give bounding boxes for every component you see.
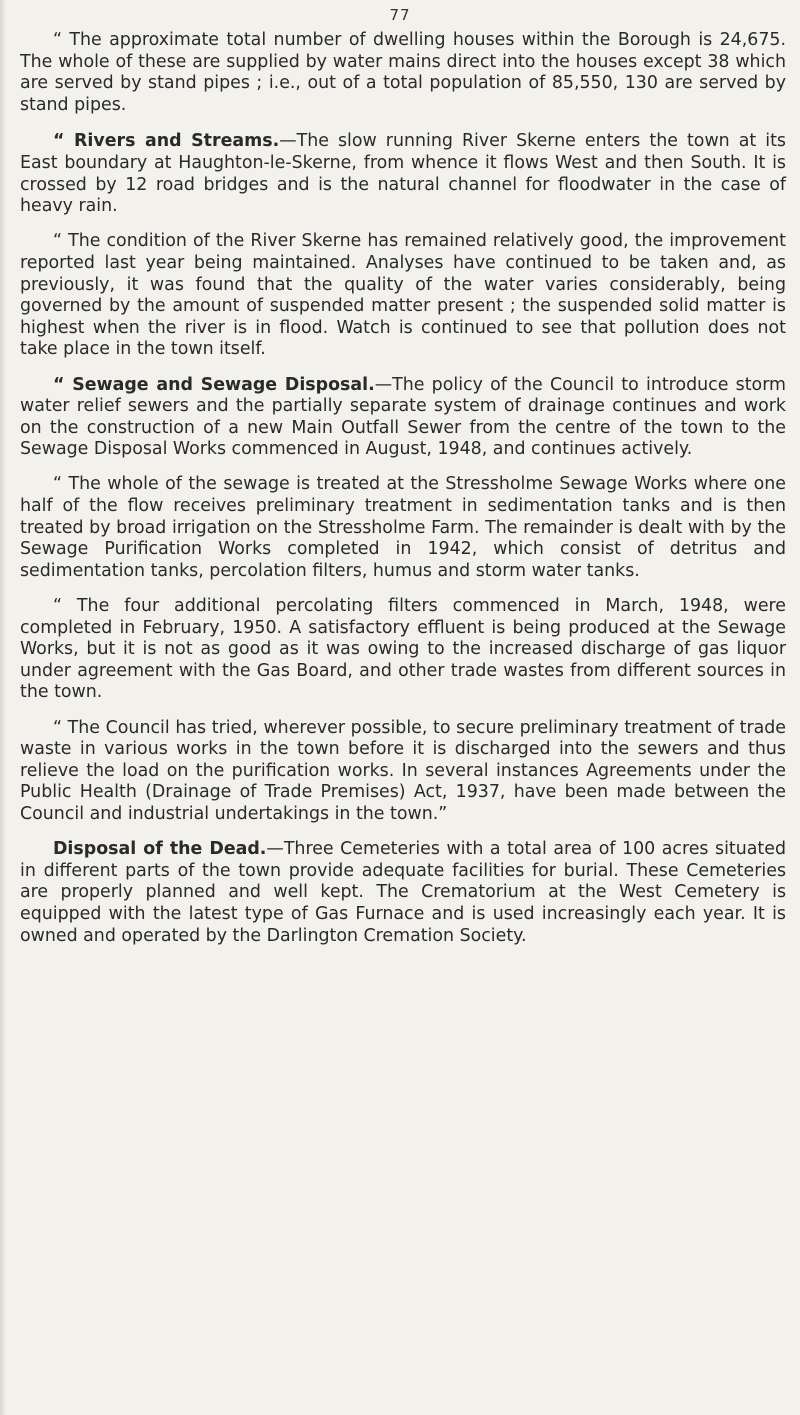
paragraph-percolating-filters	[20, 596, 786, 704]
paragraph-text: “ The four additional percolating filters commenced in March, 1948, were completed in February, 1950. A satisfactory effluent is being produced at the Sewage Works, but it is not as good as it was owing to the increased discharge of gas liquor under agreement with the Gas Board, and other trade wastes from different sources in the town.	[20, 596, 786, 703]
paragraph-stressholme-works	[20, 474, 786, 582]
paragraph-sewage-disposal	[20, 375, 786, 461]
section-heading-disposal-of-dead: Disposal of the Dead.	[53, 839, 267, 860]
paragraph-text: —Three Cemeteries with a total area of 100 acres situated in different parts of the town provide adequate facilities for burial. These Cemeteries are properly planned and well kept. The Crematorium at the West Cemetery is equipped with the latest type of Gas Furnace and is used increasingly each year. It is owned and operated by the Darlington Cremation Society.	[20, 839, 786, 946]
paragraph-trade-waste	[20, 718, 786, 826]
body-text	[20, 30, 786, 961]
page-number: 77	[389, 6, 411, 24]
section-heading-sewage-disposal: “ Sewage and Sewage Disposal.	[53, 374, 375, 395]
paragraph-disposal-of-dead	[20, 839, 786, 947]
page-edge-shadow	[0, 0, 6, 1415]
paragraph-river-condition	[20, 231, 786, 361]
paragraph-text: —The slow running River Skerne enters the town at its East boundary at Haughton-le-Skerne, from whence it flows West and then South. It is crossed by 12 road bridges and is the natural channel for floodwater in the case of heavy rain.	[20, 131, 786, 217]
paragraph-text: “ The Council has tried, wherever possible, to secure preliminary treatment of trade waste in various works in the town before it is discharged into the sewers and thus relieve the load on the purification works. In several instances Agreements under the Public Health (Drainage of Trade Premises) Act, 1937, have been made between the Council and industrial undertakings in the town.”	[20, 717, 786, 824]
paragraph-rivers-and-streams	[20, 131, 786, 217]
paragraph-text: “ The approximate total number of dwelling houses within the Borough is 24,675. The whole of these are supplied by water mains direct into the houses except 38 which are served by stand pipes ; i.e., out of a total population of 85,550, 130 are served by stand pipes.	[20, 30, 786, 115]
paragraph-dwelling-houses	[20, 30, 786, 116]
paragraph-text: “ The whole of the sewage is treated at the Stressholme Sewage Works where one half of the flow receives preliminary treatment in sedimentation tanks and is then treated by broad irrigation on the Stressholme Farm. The remainder is dealt with by the Sewage Purification Works completed in 1942, which consist of detritus and sedimentation tanks, percolation filters, humus and storm water tanks.	[20, 474, 786, 581]
paragraph-text: “ The condition of the River Skerne has remained relatively good, the improvement reported last year being maintained. Analyses have continued to be taken and, as previously, it was found that the quality of the water varies considerably, being governed by the amount of suspended matter present ; the suspended solid matter is highest when the river is in flood. Watch is continued to see that pollution does not take place in the town itself.	[20, 231, 786, 360]
paragraph-text: —The policy of the Council to introduce storm water relief sewers and the partially separate system of drainage continues and work on the construction of a new Main Outfall Sewer from the centre of the town to the Sewage Disposal Works commenced in August, 1948, and continues actively.	[20, 374, 786, 460]
section-heading-rivers-and-streams: “ Rivers and Streams.	[53, 131, 280, 152]
